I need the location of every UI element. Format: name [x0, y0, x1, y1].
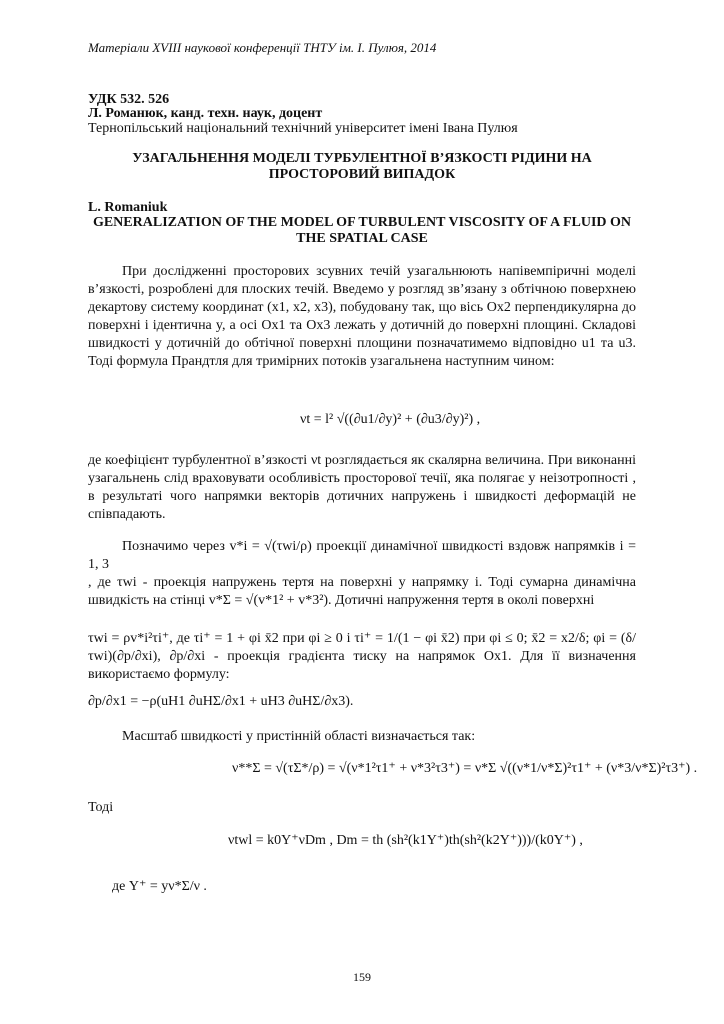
affiliation: Тернопільський національний технічний університет імені Івана Пулюя — [88, 121, 518, 136]
equation-y-plus: де Y⁺ = yν*Σ/ν . — [112, 879, 207, 894]
author-ua: Л. Романюк, канд. техн. наук, доцент — [88, 106, 323, 121]
equation-turbulent-viscosity: νtwl = k0Y⁺νDm , Dm = th (sh²(k1Y⁺)th(sh²(k2Y⁺)))/(k0Y⁺) , — [228, 833, 583, 848]
paragraph-velocity-scale: Масштаб швидкості у пристінній області визначається так: — [122, 729, 476, 744]
equation-prandtl: νt = l² √((∂u1/∂y)² + (∂u3/∂y)²) , — [300, 412, 481, 427]
equation-pressure-gradient: ∂p/∂x1 = −ρ(uH1 ∂uHΣ/∂x1 + uH3 ∂uHΣ/∂x3). — [88, 694, 354, 709]
paragraph-dynamic-velocity — [88, 538, 636, 574]
p3-tail-text: проекції динамічної швидкості вздовж напрямків i = 1, 3 — [88, 539, 636, 572]
title-ua: УЗАГАЛЬНЕННЯ МОДЕЛІ ТУРБУЛЕНТНОЇ В’ЯЗКОСТІ РІДИНИ НА ПРОСТОРОВИЙ ВИПАДОК — [132, 151, 592, 182]
p3-lead-text: Позначимо через — [122, 539, 225, 554]
page-number: 159 — [353, 970, 371, 984]
paragraph-viscosity: де коефіцієнт турбулентної в’язкості νt розглядається як скалярна величина. При виконанні узагальнень слід враховувати особливість просторової течії, яка полягає у неізотропності , в результаті чого напрямки векторів дотичних напружень і швидкості деформацій не співпадають. — [88, 453, 636, 522]
paragraph-shear-stress: τwi = ρv*i²τi⁺, де τi⁺ = 1 + φi x̄2 при φi ≥ 0 і τi⁺ = 1/(1 − φi x̄2) при φi ≤ 0; x̄2 = x2/δ; φi = (δ/τwi)(∂p/∂xi), ∂p/∂xi - проекція градієнта тиску на напрямок Ox1. Для її визначення використаємо формулу: — [88, 631, 636, 682]
paragraph-total-velocity: , де τwi - проекція напружень тертя на поверхні у напрямку i. Тоді сумарна динамічна швидкість на стінці v*Σ = √(v*1² + v*3²). Дотичні напруження тертя в околі поверхні — [88, 575, 636, 608]
paragraph-intro: При дослідженні просторових зсувних течій узагальнюють напівемпіричні моделі в’язкості, розроблені для плоских течій. Введемо у розгляд зв’язану з обтічною поверхнею декартову систему координат (x1, x2, x3), побудовану так, що вісь Ox2 перпендикулярна до поверхні і ідентична y, а осі Ox1 та Ox3 лежать у дотичній до поверхні площині. Складові швидкості у дотичній до обтічної поверхні площини позначатимемо відповідно u1 та u3. Тоді формула Прандтля для тримірних потоків узагальнена наступним чином: — [88, 264, 636, 369]
equation-v-star-i: v*i = √(τwi/ρ) — [229, 539, 312, 554]
then-label: Тоді — [88, 800, 114, 815]
running-header: Матеріали XVIII наукової конференції ТНТУ ім. І. Пулюя, 2014 — [88, 40, 437, 55]
author-en: L. Romaniuk — [88, 200, 168, 215]
equation-velocity-scale: ν**Σ = √(τΣ*/ρ) = √(ν*1²τ1⁺ + ν*3²τ3⁺) = ν*Σ √((ν*1/ν*Σ)²τ1⁺ + (ν*3/ν*Σ)²τ3⁺) . — [232, 761, 698, 776]
udk-code: УДК 532. 526 — [88, 92, 170, 107]
title-en: GENERALIZATION OF THE MODEL OF TURBULENT VISCOSITY OF A FLUID ON THE SPATIAL CASE — [92, 215, 632, 246]
